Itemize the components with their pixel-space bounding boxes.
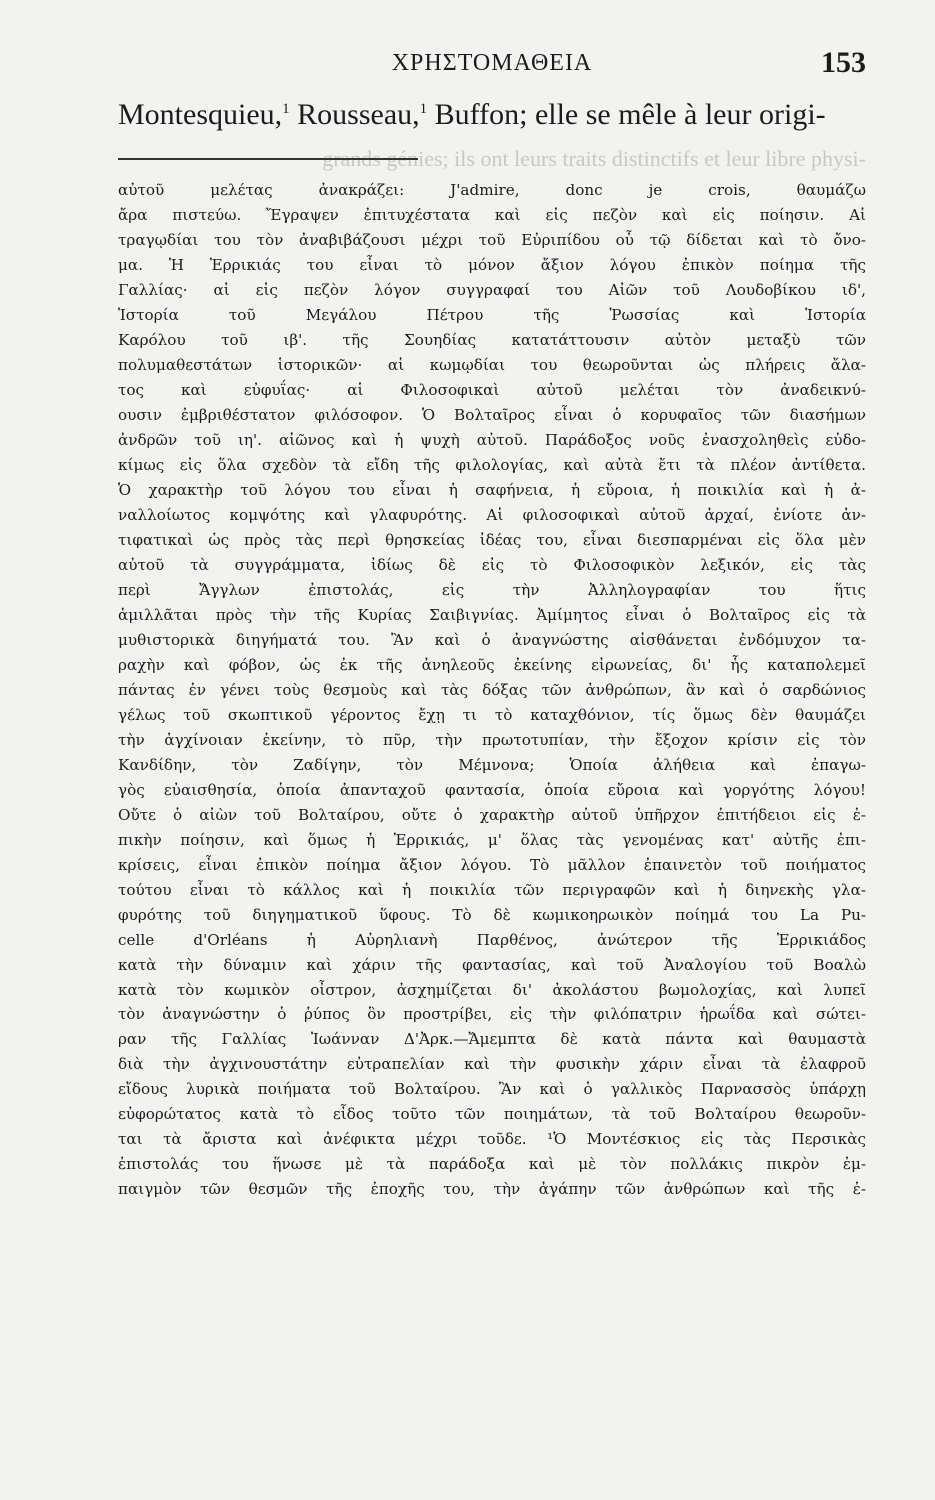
continuation-text: Buffon; elle se mêle à leur origi- [427, 98, 826, 131]
header-title: ΧΡΗΣΤΟΜΑΘΕΙΑ [391, 50, 593, 76]
footnote-line: εἴδους λυρικὰ ποιήματα τοῦ Βολταίρου. Ἂν καὶ ὁ γαλλικὸς Παρνασσὸς ὑπάρχῃ [118, 1080, 866, 1099]
footnote-line: ται τὰ ἄριστα καὶ ἀνέφικτα μέχρι τοῦδε. ¹Ὁ Μοντέσκιος εἰς τὰς Περσικὰς [118, 1130, 866, 1149]
footnote-line: ραχὴν καὶ φόβον, ὡς ἐκ τῆς ἀνηλεοῦς ἐκείνης εἰρωνείας, δι' ἧς καταπολεμεῖ [118, 655, 866, 674]
footnote-line: μυθιστορικὰ διηγήματά του. Ἂν καὶ ὁ ἀναγνώστης αἰσθάνεται ἐνδόμυχον τα- [118, 630, 866, 649]
footnote-line: παιγμὸν τῶν θεσμῶν τῆς ἐποχῆς του, τὴν ἀγάπην τῶν ἀνθρώπων καὶ τῆς ἐ- [118, 1180, 866, 1199]
footnote-line: διὰ τὴν ἀγχινουστάτην εὐτραπελίαν καὶ τὴν φυσικὴν χάριν εἶναι τὰ ἐλαφροῦ [118, 1055, 866, 1074]
footnote-line: τούτου εἶναι τὸ κάλλος καὶ ἡ ποικιλία τῶν περιγραφῶν καὶ ἡ διηνεκὴς γλα- [118, 880, 866, 899]
footnote-line: κίμως εἰς ὅλα σχεδὸν τὰ εἴδη τῆς φιλολογίας, καὶ αὐτὰ ἔτι τὰ πλέον ἀντίθετα. [118, 455, 866, 474]
footnote-line: περὶ Ἄγγλων ἐπιστολάς, εἰς τὴν Ἀλληλογραφίαν του ἥτις [118, 580, 866, 599]
footnote-line: ουσιν ἐμβριθέστατον φιλόσοφον. Ὁ Βολταῖρος εἶναι ὁ κορυφαῖος τῶν διασήμων [118, 405, 866, 424]
footnote-line: εὐφορώτατος κατὰ τὸ εἶδος τοῦτο τῶν ποιημάτων, τὰ τοῦ Βολταίρου θεωροῦν- [118, 1105, 866, 1124]
footnote-line: μα. Ἡ Ἑρρικιάς του εἶναι τὸ μόνον ἄξιον λόγου ἐπικὸν ποίημα τῆς [118, 255, 866, 274]
bleed-through-line: grands génies; ils ont leurs traits distinctifs et leur libre physi- [322, 146, 866, 171]
footnote-line: αὐτοῦ τὰ συγγράμματα, ἰδίως δὲ εἰς τὸ Φιλοσοφικὸν λεξικόν, εἰς τὰς [118, 555, 866, 574]
footnote-line: ἁμιλλᾶται πρὸς τὴν τῆς Κυρίας Σαιβιγνίας. Ἀμίμητος εἶναι ὁ Βολταῖρος εἰς τὰ [118, 605, 866, 624]
footnote-line: Ὁ χαρακτὴρ τοῦ λόγου του εἶναι ἡ σαφήνεια, ἡ εὔροια, ἡ ποικιλία καὶ ἡ ἀ- [118, 480, 866, 499]
footnote-marker: 1 [282, 101, 290, 117]
footnote-line: πικὴν ποίησιν, καὶ ὅμως ἡ Ἑρρικιάς, μ' ὅλας τὰς γενομένας κατ' αὐτῆς ἐπι- [118, 830, 866, 849]
footnote-line: Ἱστορία τοῦ Μεγάλου Πέτρου τῆς Ῥωσσίας καὶ Ἱστορία [118, 305, 866, 324]
footnote-line: Οὔτε ὁ αἰὼν τοῦ Βολταίρου, οὔτε ὁ χαρακτὴρ αὐτοῦ ὑπῆρχον ἐπιτήδειοι εἰς ἐ- [118, 805, 866, 824]
body-continuation-line [118, 98, 866, 132]
continuation-text: Rousseau, [289, 98, 420, 131]
footnote-line: κρίσεις, εἶναι ἐπικὸν ποίημα ἄξιον λόγου. Τὸ μᾶλλον ἐπαινετὸν τοῦ ποιήματος [118, 855, 866, 874]
footnote-marker: 1 [419, 101, 428, 117]
footnote-line: αὐτοῦ μελέτας ἀνακράζει: J'admire, donc je crois, θαυμάζω [118, 181, 866, 199]
footnote-line: τιφατικαὶ ὡς πρὸς τὰς περὶ θρησκείας ἰδέας του, εἶναι διεσπαρμέναι εἰς ὅλα μὲν [118, 530, 866, 549]
footnote-line: γέλως τοῦ σκωπτικοῦ γέροντος ἔχῃ τι τὸ καταχθόνιον, τίς ὅμως δὲν θαυμάζει [118, 705, 866, 724]
footnote-line: Γαλλίας· αἱ εἰς πεζὸν λόγον συγγραφαί του Αἰῶν τοῦ Λουδοβίκου ιδ', [118, 280, 866, 299]
footnote-line: τὴν ἀγχίνοιαν ἐκείνην, τὸ πῦρ, τὴν πρωτοτυπίαν, τὴν ἔξοχον κρίσιν εἰς τὸν [118, 730, 866, 749]
continuation-text: Montesquieu, [118, 98, 283, 131]
footnote-block [118, 178, 866, 1202]
footnote-line: τραγῳδίαι του τὸν ἀναβιβάζουσι μέχρι τοῦ Εὐριπίδου οὗ τῷ δίδεται καὶ τὸ ὄνο- [118, 230, 866, 249]
footnote-line: πάντας ἐν γένει τοὺς θεσμοὺς καὶ τὰς δόξας τῶν ἀνθρώπων, ἂν καὶ ὁ σαρδώνιος [118, 680, 866, 699]
footnote-line: φυρότης τοῦ διηγηματικοῦ ὕφους. Τὸ δὲ κωμικοηρωικὸν ποίημά του La Pu- [118, 905, 866, 924]
footnote-line: ἐπιστολάς του ἥνωσε μὲ τὰ παράδοξα καὶ μὲ τὸν πολλάκις πικρὸν ἐμ- [118, 1155, 866, 1174]
footnote-line: celle d'Orléans ἡ Αὐρηλιανὴ Παρθένος, ἀνώτερον τῆς Ἑρρικιάδος [118, 930, 866, 949]
footnote-line: ραν τῆς Γαλλίας Ἰωάνναν Δ'Ἀρκ.—Ἄμεμπτα δὲ κατὰ πάντα καὶ θαυμαστὰ [118, 1030, 866, 1049]
footnote-line: Κανδίδην, τὸν Ζαδίγην, τὸν Μέμνονα; Ὁποία ἀλήθεια καὶ ἐπαγω- [118, 755, 866, 774]
footnote-line: ἀνδρῶν τοῦ ιη'. αἰῶνος καὶ ἡ ψυχὴ αὐτοῦ. Παράδοξος νοῦς ἐνασχοληθεὶς εὐδο- [118, 430, 866, 449]
footnote-line: τὸν ἀναγνώστην ὁ ῥύπος ὃν προστρίβει, εἰς τὴν φιλόπατριν ἡρωΐδα καὶ σώτει- [118, 1005, 866, 1024]
footnote-line: ναλλοίωτος κομψότης καὶ γλαφυρότης. Αἱ φιλοσοφικαὶ αὐτοῦ ἀρχαί, ἐνίοτε ἀν- [118, 505, 866, 524]
footnote-line: κατὰ τὸν κωμικὸν οἶστρον, ἀσχημίζεται δι' ἀκολάστου βωμολοχίας, καὶ λυπεῖ [118, 980, 866, 999]
footnote-line: Καρόλου τοῦ ιβ'. τῆς Σουηδίας κατατάττουσιν αὐτὸν μεταξὺ τῶν [118, 330, 866, 349]
running-head [118, 46, 866, 86]
footnote-line: κατὰ τὴν δύναμιν καὶ χάριν τῆς φαντασίας, καὶ τοῦ Ἀναλογίου τοῦ Βοαλὼ [118, 955, 866, 974]
footnote-line: πολυμαθεστάτων ἱστορικῶν· αἱ κωμῳδίαι του θεωροῦνται ὡς πλήρεις ἄλα- [118, 355, 866, 374]
footnote-line: ἄρα πιστεύω. Ἔγραψεν ἐπιτυχέστατα καὶ εἰς πεζὸν καὶ εἰς ποίησιν. Αἱ [118, 205, 866, 224]
footnote-line: γὸς εὐαισθησία, ὁποία ἀπανταχοῦ φαντασία, ὁποία εὔροια καὶ γοργότης λόγου! [118, 780, 866, 799]
footnote-rule [118, 158, 418, 160]
footnote-line: τος καὶ εὐφυΐας· αἱ Φιλοσοφικαὶ αὐτοῦ μελέται τὸν ἀναδεικνύ- [118, 380, 866, 399]
page-number: 153 [821, 46, 866, 79]
